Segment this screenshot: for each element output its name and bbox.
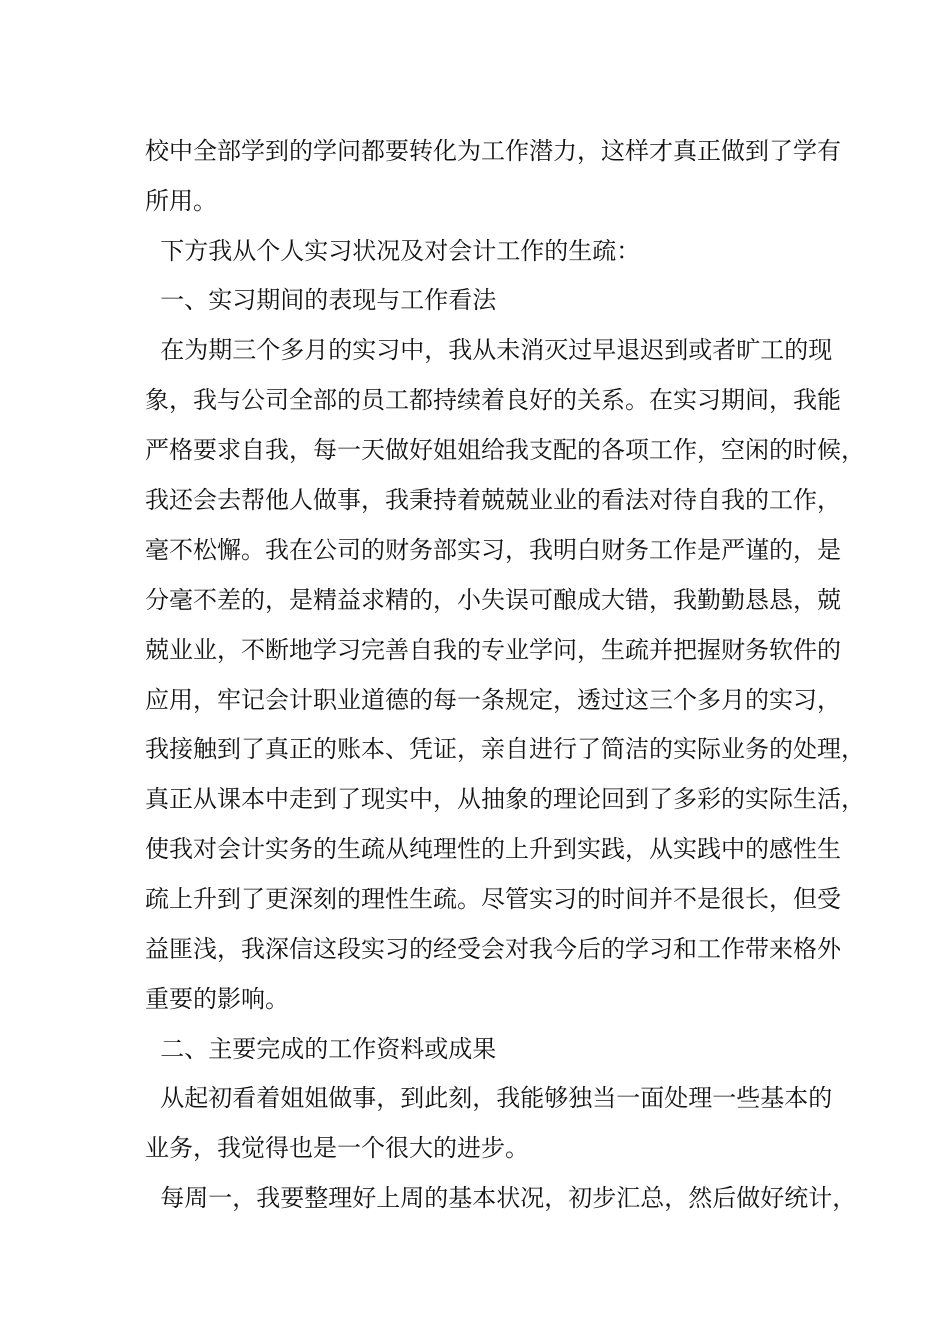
text-line: 使我对会计实务的生疏从纯理性的上升到实践，从实践中的感性生 xyxy=(145,835,841,863)
text-line: 益匪浅，我深信这段实习的经受会对我今后的学习和工作带来格外 xyxy=(145,935,841,963)
section-heading: 一、实习期间的表现与工作看法 xyxy=(145,286,497,314)
text-line: 在为期三个多月的实习中，我从未消灭过早退迟到或者旷工的现 xyxy=(145,336,833,364)
text-line: 分毫不差的，是精益求精的，小失误可酿成大错，我勤勤恳恳，兢 xyxy=(145,586,841,614)
text-line: 重要的影响。 xyxy=(145,985,289,1013)
text-line: 下方我从个人实习状况及对会计工作的生疏： xyxy=(145,237,641,265)
text-line: 毫不松懈。我在公司的财务部实习，我明白财务工作是严谨的，是 xyxy=(145,536,841,564)
text-line: 象，我与公司全部的员工都持续着良好的关系。在实习期间，我能 xyxy=(145,386,841,414)
text-line: 所用。 xyxy=(145,187,217,215)
text-line: 真正从课本中走到了现实中，从抽象的理论回到了多彩的实际生活， xyxy=(145,785,865,813)
text-line: 校中全部学到的学问都要转化为工作潜力，这样才真正做到了学有 xyxy=(145,137,841,165)
text-line: 业务，我觉得也是一个很大的进步。 xyxy=(145,1134,529,1162)
text-line: 应用，牢记会计职业道德的每一条规定，透过这三个多月的实习， xyxy=(145,686,841,714)
text-line: 每周一，我要整理好上周的基本状况，初步汇总，然后做好统计， xyxy=(145,1184,857,1212)
text-line: 我还会去帮他人做事，我秉持着兢兢业业的看法对待自我的工作， xyxy=(145,486,841,514)
text-line: 严格要求自我，每一天做好姐姐给我支配的各项工作，空闲的时候， xyxy=(145,436,865,464)
text-line: 疏上升到了更深刻的理性生疏。尽管实习的时间并不是很长，但受 xyxy=(145,885,841,913)
section-heading: 二、主要完成的工作资料或成果 xyxy=(145,1035,497,1063)
text-line: 我接触到了真正的账本、凭证，亲自进行了简洁的实际业务的处理， xyxy=(145,735,865,763)
text-line: 兢业业，不断地学习完善自我的专业学问，生疏并把握财务软件的 xyxy=(145,636,841,664)
text-line: 从起初看着姐姐做事，到此刻，我能够独当一面处理一些基本的 xyxy=(145,1084,833,1112)
